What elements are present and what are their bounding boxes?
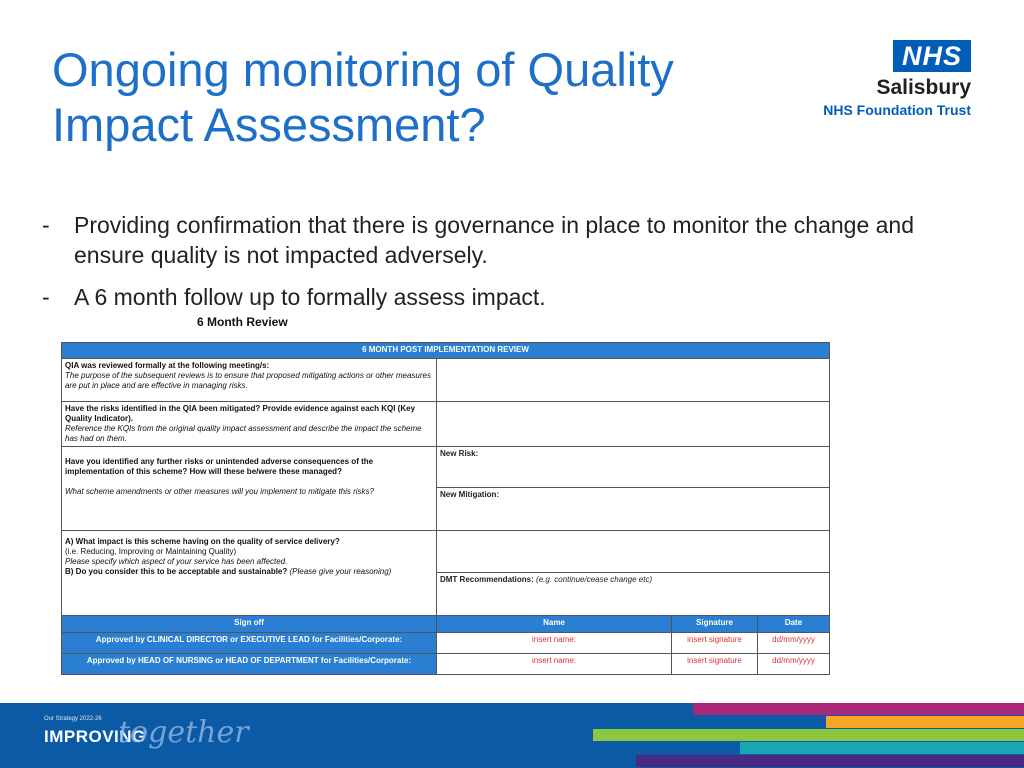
footer-banner bbox=[0, 703, 1024, 768]
logo-trust-name: NHS Foundation Trust bbox=[823, 102, 971, 118]
bullet-item bbox=[42, 210, 982, 270]
signoff-name-field[interactable]: insert name: bbox=[437, 654, 672, 675]
signoff-signature-header: Signature bbox=[672, 616, 758, 633]
footer-stripe-purple bbox=[636, 755, 1024, 767]
bullet-marker: - bbox=[42, 284, 50, 310]
nhs-badge: NHS bbox=[893, 40, 971, 72]
signoff-date-header: Date bbox=[758, 616, 830, 633]
footer-stripe-green bbox=[593, 729, 1024, 741]
dmt-label: DMT Recommendations: bbox=[440, 575, 534, 584]
signoff-signature-field[interactable]: insert signature bbox=[672, 633, 758, 654]
footer-together-script: together bbox=[118, 715, 249, 750]
footer-stripe-magenta bbox=[693, 703, 1024, 715]
signoff-role: Approved by CLINICAL DIRECTOR or EXECUTIVE LEAD for Facilities/Corporate: bbox=[62, 633, 437, 654]
answer-cell[interactable] bbox=[437, 531, 830, 573]
footer-stripe-orange bbox=[826, 716, 1024, 728]
dmt-recommendations-cell[interactable] bbox=[437, 573, 830, 616]
table-row bbox=[62, 447, 830, 488]
table-row bbox=[62, 633, 830, 654]
bullet-text: A 6 month follow up to formally assess impact. bbox=[74, 284, 546, 310]
table-row bbox=[62, 531, 830, 573]
question-note: Reference the KQIs from the original quality impact assessment and describe the impact the scheme has had on them. bbox=[65, 424, 422, 443]
table-row bbox=[62, 654, 830, 675]
review-form-header-row bbox=[62, 343, 830, 359]
review-form-header: 6 MONTH POST IMPLEMENTATION REVIEW bbox=[62, 343, 830, 359]
answer-cell[interactable] bbox=[437, 402, 830, 447]
slide-title-line-2: Impact Assessment? bbox=[52, 98, 486, 151]
review-label: 6 Month Review bbox=[197, 315, 288, 329]
bullet-marker: - bbox=[42, 212, 50, 238]
question-text: Have the risks identified in the QIA been mitigated? Provide evidence against each KQI (Key Quality Indicator). bbox=[65, 404, 416, 423]
logo-org-name: Salisbury bbox=[876, 76, 971, 99]
question-note: The purpose of the subsequent reviews is to ensure that proposed mitigating actions or other measures are put in place and are effective in managing risks. bbox=[65, 371, 431, 390]
answer-cell[interactable] bbox=[437, 359, 830, 402]
slide-title bbox=[52, 42, 792, 152]
question-text: QIA was reviewed formally at the following meeting/s: bbox=[65, 361, 270, 370]
table-row bbox=[62, 402, 830, 447]
question-cell bbox=[62, 531, 437, 616]
signoff-name-field[interactable]: insert name: bbox=[437, 633, 672, 654]
signoff-header-row bbox=[62, 616, 830, 633]
footer-improving: IMPROVING bbox=[44, 727, 146, 746]
slide-title-line-1: Ongoing monitoring of Quality bbox=[52, 43, 674, 96]
footer-stripe-teal bbox=[740, 742, 1024, 754]
table-row bbox=[62, 359, 830, 402]
footer-strategy-label: Our Strategy 2022-26 bbox=[44, 716, 102, 722]
new-risk-cell[interactable] bbox=[437, 447, 830, 488]
new-risk-label: New Risk: bbox=[440, 449, 479, 458]
bullet-text: Providing confirmation that there is governance in place to monitor the change and ensure quality is not impacted adversely. bbox=[74, 212, 915, 268]
question-cell bbox=[62, 447, 437, 531]
question-note-b: (Please give your reasoning) bbox=[289, 567, 392, 576]
question-note: What scheme amendments or other measures will you implement to mitigate this risks? bbox=[65, 487, 375, 496]
new-mitigation-cell[interactable] bbox=[437, 488, 830, 531]
question-text: Have you identified any further risks or unintended adverse consequences of the implementation of this scheme? How will these be/were these managed? bbox=[65, 457, 374, 476]
signoff-signature-field[interactable]: insert signature bbox=[672, 654, 758, 675]
review-form-table bbox=[61, 342, 830, 675]
question-plain: (i.e. Reducing, Improving or Maintaining Quality) bbox=[65, 547, 237, 556]
bullet-item bbox=[42, 282, 982, 312]
signoff-date-field[interactable]: dd/mm/yyyy bbox=[758, 633, 830, 654]
signoff-date-field[interactable]: dd/mm/yyyy bbox=[758, 654, 830, 675]
dmt-note: (e.g. continue/cease change etc) bbox=[536, 575, 653, 584]
question-cell bbox=[62, 402, 437, 447]
question-note: Please specify which aspect of your service has been affected. bbox=[65, 557, 288, 566]
bullet-list bbox=[42, 210, 982, 324]
question-cell bbox=[62, 359, 437, 402]
signoff-name-header: Name bbox=[437, 616, 672, 633]
nhs-logo bbox=[810, 40, 975, 122]
new-mitigation-label: New Mitigation: bbox=[440, 490, 500, 499]
signoff-role: Approved by HEAD OF NURSING or HEAD OF DEPARTMENT for Facilities/Corporate: bbox=[62, 654, 437, 675]
question-text: A) What impact is this scheme having on the quality of service delivery? bbox=[65, 537, 340, 546]
signoff-header: Sign off bbox=[62, 616, 437, 633]
question-text-b: B) Do you consider this to be acceptable and sustainable? bbox=[65, 567, 288, 576]
